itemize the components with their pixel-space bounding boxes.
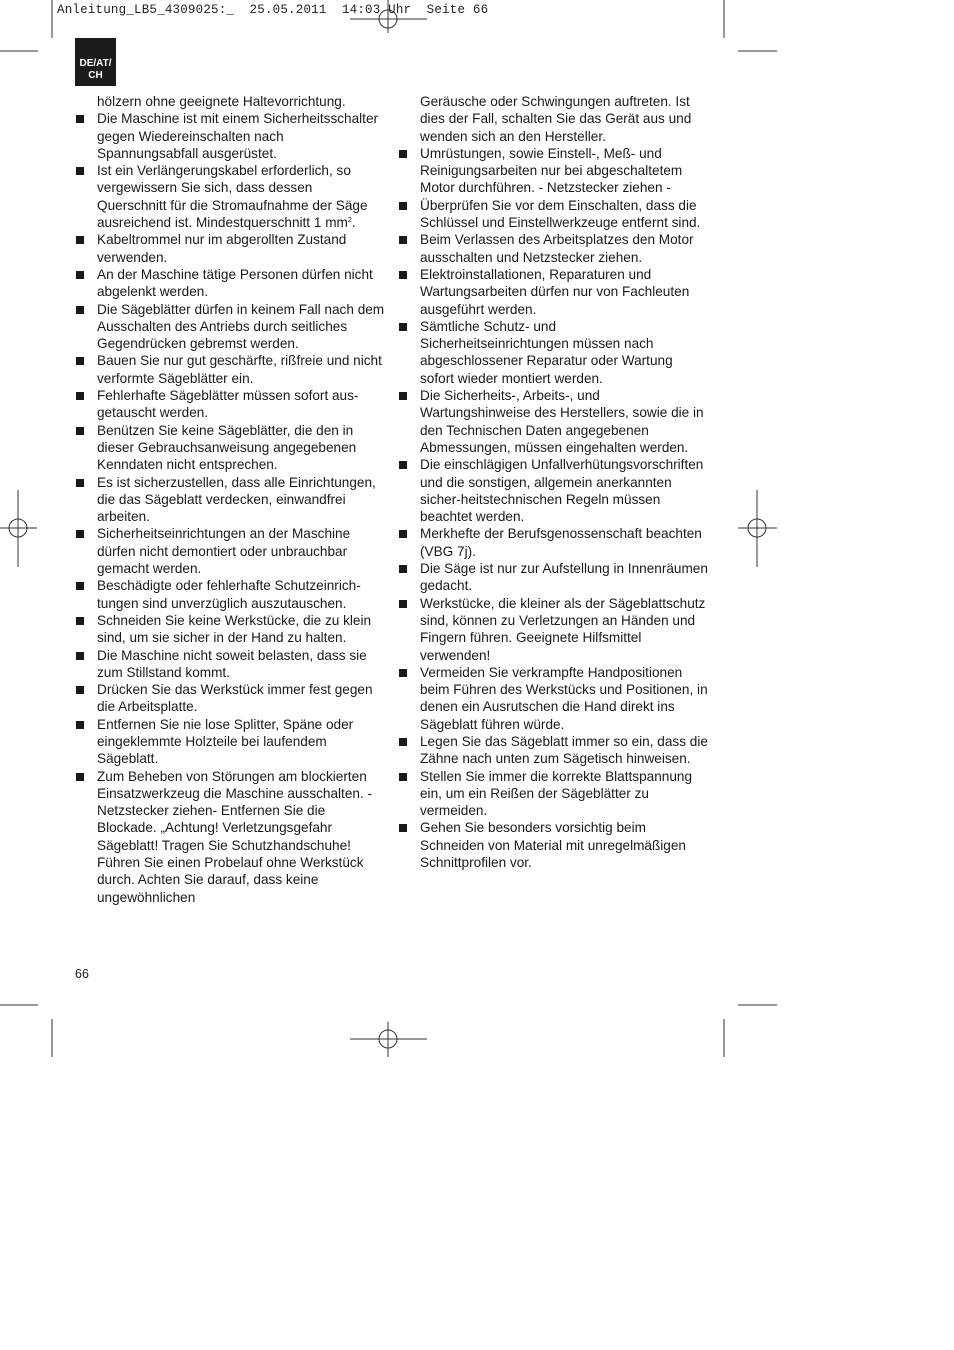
square-bullet-icon [76,306,84,314]
list-item: Die Maschine ist mit einem Sicherheitsschalter gegen Wiedereinschalten nach Spannungsabfall ausgerüstet. [75,110,385,162]
list-item: Entfernen Sie nie lose Splitter, Späne oder eingeklemmte Holzteile bei laufendem Sägeblatt. [75,716,385,768]
list-item: Benützen Sie keine Sägeblätter, die den in dieser Gebrauchsanweisung angegebenen Kenndaten nicht entsprechen. [75,422,385,474]
square-bullet-icon [399,824,407,832]
list-item: Ist ein Verlängerungskabel erforderlich, so vergewissern Sie sich, dass dessen Querschnitt für die Stromaufnahme der Säge ausreichend ist. Mindestquerschnitt 1 $mm^2$. [75,162,385,231]
list-item: Gehen Sie besonders vorsichtig beim Schneiden von Material mit unregelmäßigen Schnittprofilen vor. [398,819,708,871]
list-item: Beschädigte oder fehlerhafte Schutzeinrich-tungen sind unverzüglich auszutauschen. [75,577,385,612]
print-header: Anleitung_LB5_4309025:_ 25.05.2011 14:03 Uhr Seite 66 [57,3,489,17]
square-bullet-icon [76,686,84,694]
list-item: Elektroinstallationen, Reparaturen und Wartungsarbeiten dürfen nur von Fachleuten ausgeführt werden. [398,266,708,318]
language-badge-line2: CH [88,70,103,81]
list-item: Bauen Sie nur gut geschärfte, rißfreie und nicht verformte Sägeblätter ein. [75,352,385,387]
list-item: Vermeiden Sie verkrampfte Handpositionen beim Führen des Werkstücks und Positionen, in denen ein Ausrutschen die Hand direkt ins Sägeblatt führen würde. [398,664,708,733]
square-bullet-icon [76,617,84,625]
square-bullet-icon [76,652,84,660]
square-bullet-icon [399,150,407,158]
list-item: Stellen Sie immer die korrekte Blattspannung ein, um ein Reißen der Sägeblätter zu vermeiden. [398,768,708,820]
list-item: Sämtliche Schutz- und Sicherheitseinrichtungen müssen nach abgeschlossener Reparatur oder Wartung sofort wieder montiert werden. [398,318,708,387]
list-item: Umrüstungen, sowie Einstell-, Meß- und Reinigungsarbeiten nur bei abgeschaltetem Motor durchführen. - Netzstecker ziehen - [398,145,708,197]
language-badge-line1: DE/AT/ [79,58,112,69]
left-continuation-text: hölzern ohne geeignete Haltevorrichtung. [97,94,346,109]
list-item: Die einschlägigen Unfallverhütungsvorschriften und die sonstigen, allgemein anerkannten sicher-heitstechnischen Regeln müssen beachtet werden. [398,456,708,525]
list-item: Werkstücke, die kleiner als der Sägeblattschutz sind, können zu Verletzungen an Händen und Fingern führen. Geeignete Hilfsmittel verwenden! [398,595,708,664]
list-item: Die Sicherheits-, Arbeits-, und Wartungshinweise des Herstellers, sowie die in den Technischen Daten angegebenen Abmessungen, müssen eingehalten werden. [398,387,708,456]
square-bullet-icon [399,773,407,781]
list-item: Die Säge ist nur zur Aufstellung in Innenräumen gedacht. [398,560,708,595]
square-bullet-icon [76,721,84,729]
list-item: Beim Verlassen des Arbeitsplatzes den Motor ausschalten und Netzstecker ziehen. [398,231,708,266]
list-item: Legen Sie das Sägeblatt immer so ein, dass die Zähne nach unten zum Sägetisch hinweisen. [398,733,708,768]
square-bullet-icon [76,271,84,279]
square-bullet-icon [76,357,84,365]
right-continuation-text: Geräusche oder Schwingungen auftreten. Ist dies der Fall, schalten Sie das Gerät aus und wenden sich an den Hersteller. [420,94,692,144]
list-item: An der Maschine tätige Personen dürfen nicht abgelenkt werden. [75,266,385,301]
list-item: Kabeltrommel nur im abgerollten Zustand verwenden. [75,231,385,266]
right-column [398,93,708,871]
square-bullet-icon [76,479,84,487]
square-bullet-icon [76,236,84,244]
page-number: 66 [75,967,89,981]
list-item: Überprüfen Sie vor dem Einschalten, dass die Schlüssel und Einstellwerkzeuge entfernt sind. [398,197,708,232]
list-item: Merkhefte der Berufsgenossenschaft beachten (VBG 7j). [398,525,708,560]
square-bullet-icon [399,323,407,331]
square-bullet-icon [399,461,407,469]
square-bullet-icon [76,530,84,538]
left-column [75,93,385,906]
square-bullet-icon [76,167,84,175]
list-item: Die Sägeblätter dürfen in keinem Fall nach dem Ausschalten des Antriebs durch seitliches Gegendrücken gebremst werden. [75,301,385,353]
square-bullet-icon [76,115,84,123]
square-bullet-icon [76,427,84,435]
square-bullet-icon [399,530,407,538]
square-bullet-icon [399,202,407,210]
square-bullet-icon [399,565,407,573]
list-item: Drücken Sie das Werkstück immer fest gegen die Arbeitsplatte. [75,681,385,716]
square-bullet-icon [76,582,84,590]
square-bullet-icon [399,738,407,746]
right-safety-list [398,145,708,871]
square-bullet-icon [399,236,407,244]
list-item: Zum Beheben von Störungen am blockierten Einsatzwerkzeug die Maschine ausschalten. -Netzstecker ziehen- Entfernen Sie die Blockade. „Achtung! Verletzungsgefahr Sägeblatt! Tragen Sie Schutzhandschuhe! Führen Sie einen Probelauf ohne Werkstück durch. Achten Sie darauf, dass keine ungewöhnlichen [75,768,385,906]
square-bullet-icon [399,271,407,279]
list-item: Schneiden Sie keine Werkstücke, die zu klein sind, um sie sicher in der Hand zu halten. [75,612,385,647]
square-bullet-icon [399,392,407,400]
square-bullet-icon [76,392,84,400]
list-item: Die Maschine nicht soweit belasten, dass sie zum Stillstand kommt. [75,647,385,682]
list-item: Es ist sicherzustellen, dass alle Einrichtungen, die das Sägeblatt verdecken, einwandfrei arbeiten. [75,474,385,526]
square-bullet-icon [399,669,407,677]
superscript-2: 2 [347,217,352,225]
square-bullet-icon [399,600,407,608]
left-safety-list [75,110,385,906]
list-item: Sicherheitseinrichtungen an der Maschine dürfen nicht demontiert oder unbrauchbar gemacht werden. [75,525,385,577]
list-item: Fehlerhafte Sägeblätter müssen sofort aus-getauscht werden. [75,387,385,422]
square-bullet-icon [76,773,84,781]
